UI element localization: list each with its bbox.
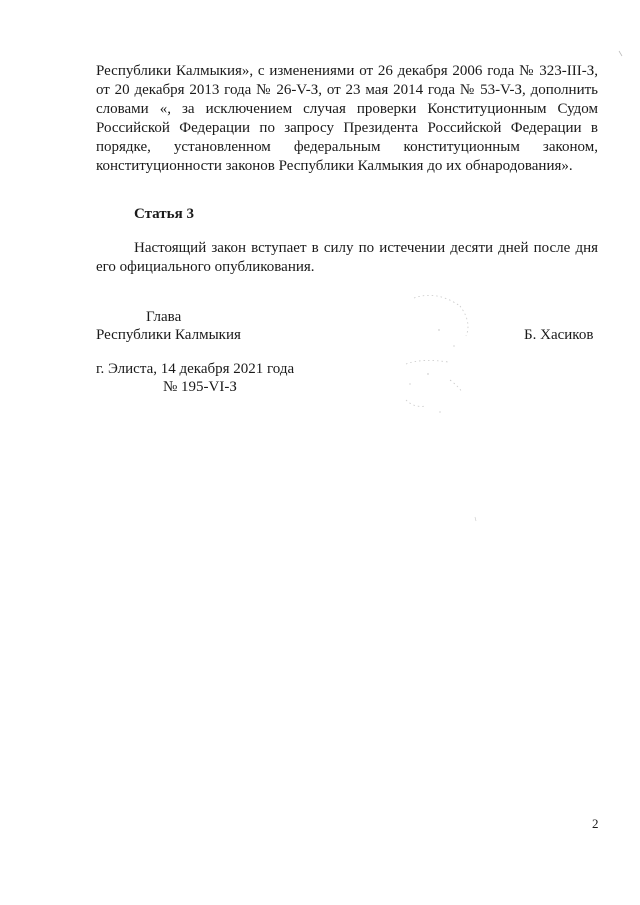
signatory-title: Глава [146,309,182,325]
signatory-office: Республики Калмыкия [96,327,241,343]
signatory-name: Б. Хасиков [524,327,594,343]
text-line: Республики Калмыкия», с изменениями от 26 декабря 2006 года № 323-III-З, [96,63,598,79]
place-and-date: г. Элиста, 14 декабря 2021 года [96,361,295,377]
scan-speck-icon [474,516,478,522]
article-heading: Статья 3 [134,206,194,222]
text-line: Российской Федерации по запросу Президента Российской Федерации в [96,120,598,136]
text-line: конституционности законов Республики Калмыкия до их обнародования». [96,158,573,174]
scan-speck-icon [618,50,624,58]
paragraph-continued [96,62,598,176]
page-number: 2 [592,816,599,831]
law-number: № 195-VI-З [163,379,237,395]
text-line: его официального опубликования. [96,259,315,275]
article-body [96,239,598,277]
text-line: порядке, установленном федеральным конституционным законом, [96,139,598,155]
faint-seal-mark-icon [392,288,482,418]
text-line: от 20 декабря 2013 года № 26-V-З, от 23 мая 2014 года № 53-V-З, дополнить [96,82,598,98]
text-line: словами «, за исключением случая проверки Конституционным Судом [96,101,598,117]
text-line: Настоящий закон вступает в силу по истечении десяти дней после дня [134,240,598,256]
